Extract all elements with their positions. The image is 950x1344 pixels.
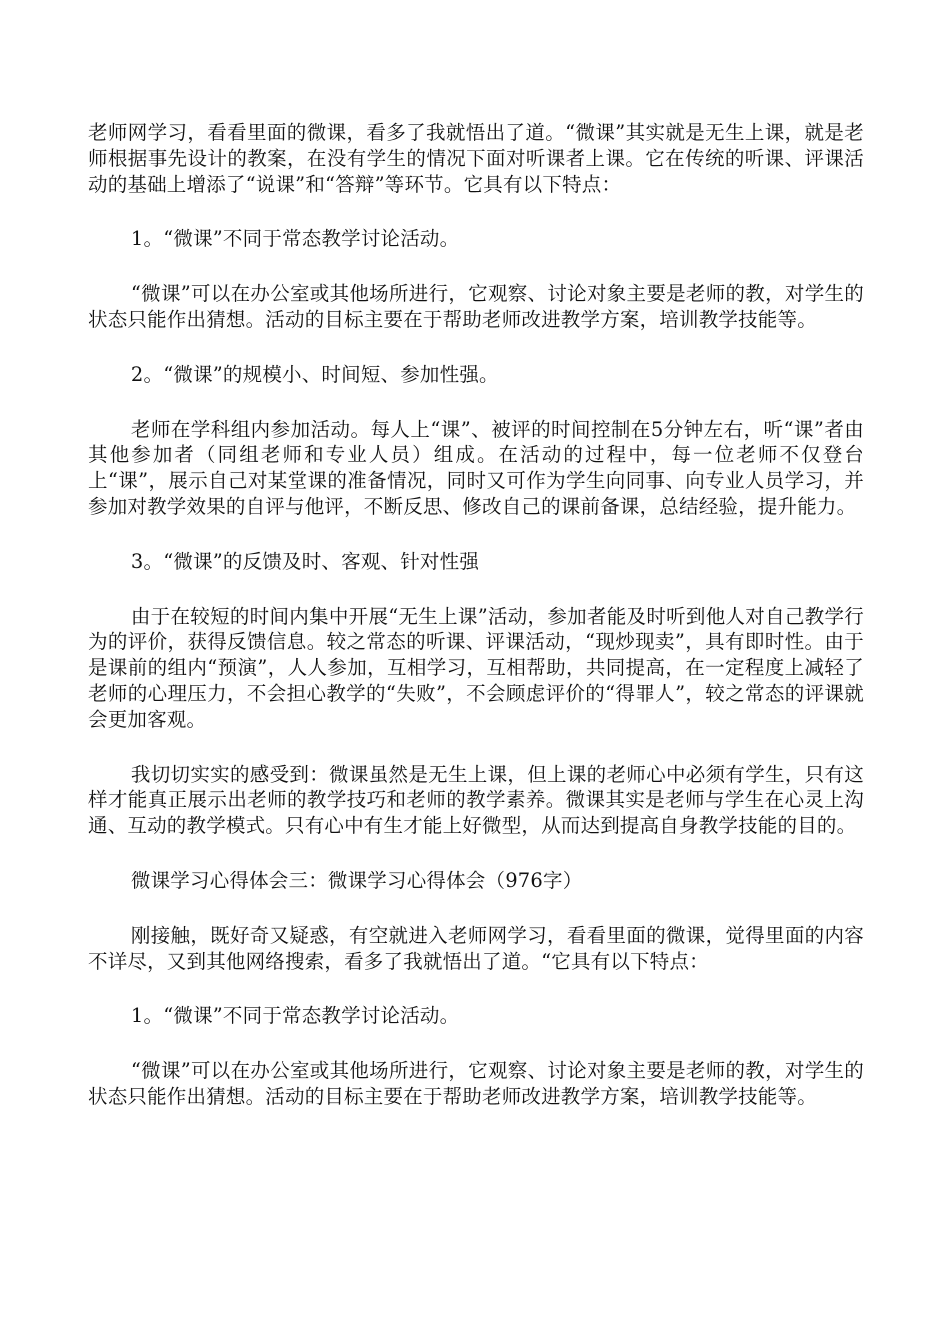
heading-point-3: 3。“微课”的反馈及时、客观、针对性强	[130, 549, 480, 573]
heading-point-1: 1。“微课”不同于常态教学讨论活动。	[130, 227, 460, 251]
paragraph-point-1: “微课”可以在办公室或其他场所进行，它观察、讨论对象主要是老师的教，对学生的状态只能作出猜想。活动的目标主要在于帮助老师改进教学方案，培训教学技能等。	[88, 282, 864, 331]
paragraph-point-3: 由于在较短的时间内集中开展“无生上课”活动，参加者能及时听到他人对自己教学行为的评价，获得反馈信息。较之常态的听课、评课活动，“现炒现卖”，具有即时性。由于是课前的组内“预演”，人人参加，互相学习，互相帮助，共同提高，在一定程度上减轻了老师的心理压力，不会担心教学的“失败”，不会顾虑评价的“得罪人”，较之常态的评课就会更加客观。	[88, 604, 864, 731]
heading-point-1-repeat: 1。“微课”不同于常态教学讨论活动。	[130, 1004, 460, 1028]
paragraph-reflection: 我切切实实的感受到：微课虽然是无生上课，但上课的老师心中必须有学生，只有这样才能真正展示出老师的教学技巧和老师的教学素养。微课其实是老师与学生在心灵上沟通、互动的教学模式。只有心中有生才能上好微型，从而达到提高自身教学技能的目的。	[88, 762, 864, 838]
paragraph-intro: 老师网学习，看看里面的微课，看多了我就悟出了道。“微课”其实就是无生上课，就是老师根据事先设计的教案，在没有学生的情况下面对听课者上课。它在传统的听课、评课活动的基础上增添了“说课”和“答辩”等环节。它具有以下特点：	[88, 121, 864, 196]
paragraph-point-1-repeat: “微课”可以在办公室或其他场所进行，它观察、讨论对象主要是老师的教，对学生的状态只能作出猜想。活动的目标主要在于帮助老师改进教学方案，培训教学技能等。	[88, 1059, 864, 1108]
paragraph-point-2: 老师在学科组内参加活动。每人上“课”、被评的时间控制在5分钟左右，听“课”者由其他参加者（同组老师和专业人员）组成。在活动的过程中，每一位老师不仅登台上“课”，展示自己对某堂课的准备情况，同时又可作为学生向同事、向专业人员学习，并参加对教学效果的自评与他评，不断反思、修改自己的课前备课，总结经验，提升能力。	[88, 417, 864, 518]
heading-point-2: 2。“微课”的规模小、时间短、参加性强。	[130, 362, 499, 386]
document-body	[88, 120, 864, 1110]
section-title: 微课学习心得体会三：微课学习心得体会（976字）	[130, 868, 583, 892]
paragraph-section-intro: 刚接触，既好奇又疑惑，有空就进入老师网学习，看看里面的微课，觉得里面的内容不详尽，又到其他网络搜索，看多了我就悟出了道。“它具有以下特点：	[88, 923, 864, 973]
